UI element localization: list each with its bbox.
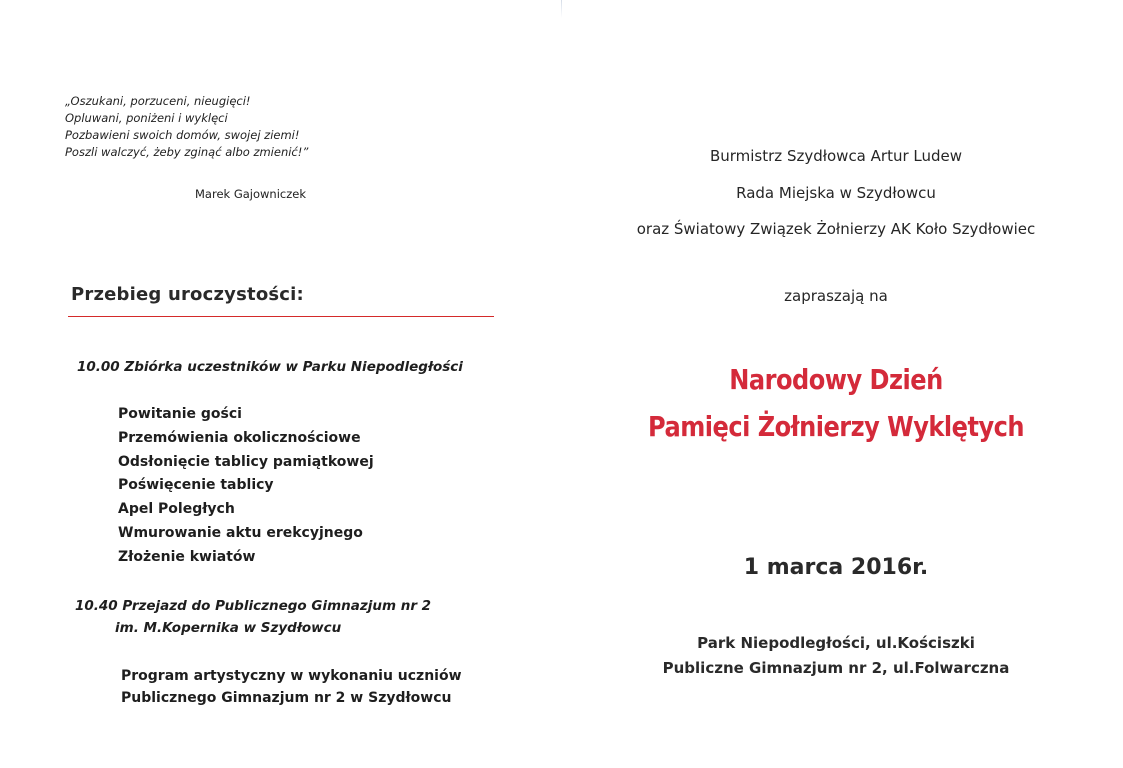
event-title-line: Narodowy Dzień: [729, 363, 943, 396]
list-item: Powitanie gości: [118, 406, 242, 422]
list-item: Poświęcenie tablicy: [118, 477, 274, 494]
event-title-line: Pamięci Żołnierzy Wyklętych: [647, 410, 1025, 443]
event-date: 1 marca 2016r.: [743, 555, 929, 580]
venue-line: Publiczne Gimnazjum nr 2, ul.Folwarczna: [662, 659, 1010, 677]
organizer-line: oraz Światowy Związek Żołnierzy AK Koło Szydłowiec: [636, 220, 1036, 238]
schedule-entry: [75, 598, 431, 614]
schedule-time: 10.40: [75, 598, 118, 614]
poem-line: Poszli walczyć, żeby zginąć albo zmienić!”: [65, 145, 309, 159]
schedule-description: im. M.Kopernika w Szydłowcu: [115, 620, 342, 636]
poem-line: „Oszukani, porzuceni, nieugięci!: [65, 94, 251, 108]
list-item: Przemówienia okolicznościowe: [118, 429, 361, 446]
invite-text: zapraszają na: [784, 287, 888, 305]
program-heading: Przebieg uroczystości:: [71, 284, 304, 305]
artistic-program: [121, 665, 462, 709]
poem-line: Opluwani, poniżeni i wyklęci: [65, 111, 228, 125]
schedule-time: 10.00: [77, 359, 120, 375]
schedule-description: Przejazd do Publicznego Gimnazjum nr 2: [122, 598, 432, 614]
heading-divider: [68, 316, 494, 317]
poem-author: Marek Gajowniczek: [195, 187, 307, 201]
artistic-line: Publicznego Gimnazjum nr 2 w Szydłowcu: [121, 690, 452, 706]
invitation-panel: [562, 0, 1123, 768]
venue-line: Park Niepodległości, ul.Kościszki: [697, 634, 975, 652]
organizer-line: Burmistrz Szydłowca Artur Ludew: [709, 147, 963, 165]
poem-quote: [65, 93, 365, 161]
list-item: Wmurowanie aktu erekcyjnego: [118, 524, 363, 541]
poem-line: Pozbawieni swoich domów, swojej ziemi!: [65, 128, 300, 142]
program-panel: [0, 0, 560, 768]
schedule-description: Zbiórka uczestników w Parku Niepodległości: [124, 359, 463, 375]
schedule-description-continued: [115, 620, 341, 636]
schedule-entry: [77, 359, 463, 375]
list-item: Złożenie kwiatów: [118, 548, 256, 565]
ceremony-list: [118, 403, 374, 570]
list-item: Apel Poległych: [118, 501, 235, 518]
list-item: Odsłonięcie tablicy pamiątkowej: [118, 453, 374, 470]
artistic-line: Program artystyczny w wykonaniu uczniów: [121, 668, 462, 684]
organizer-line: Rada Miejska w Szydłowcu: [736, 184, 936, 202]
